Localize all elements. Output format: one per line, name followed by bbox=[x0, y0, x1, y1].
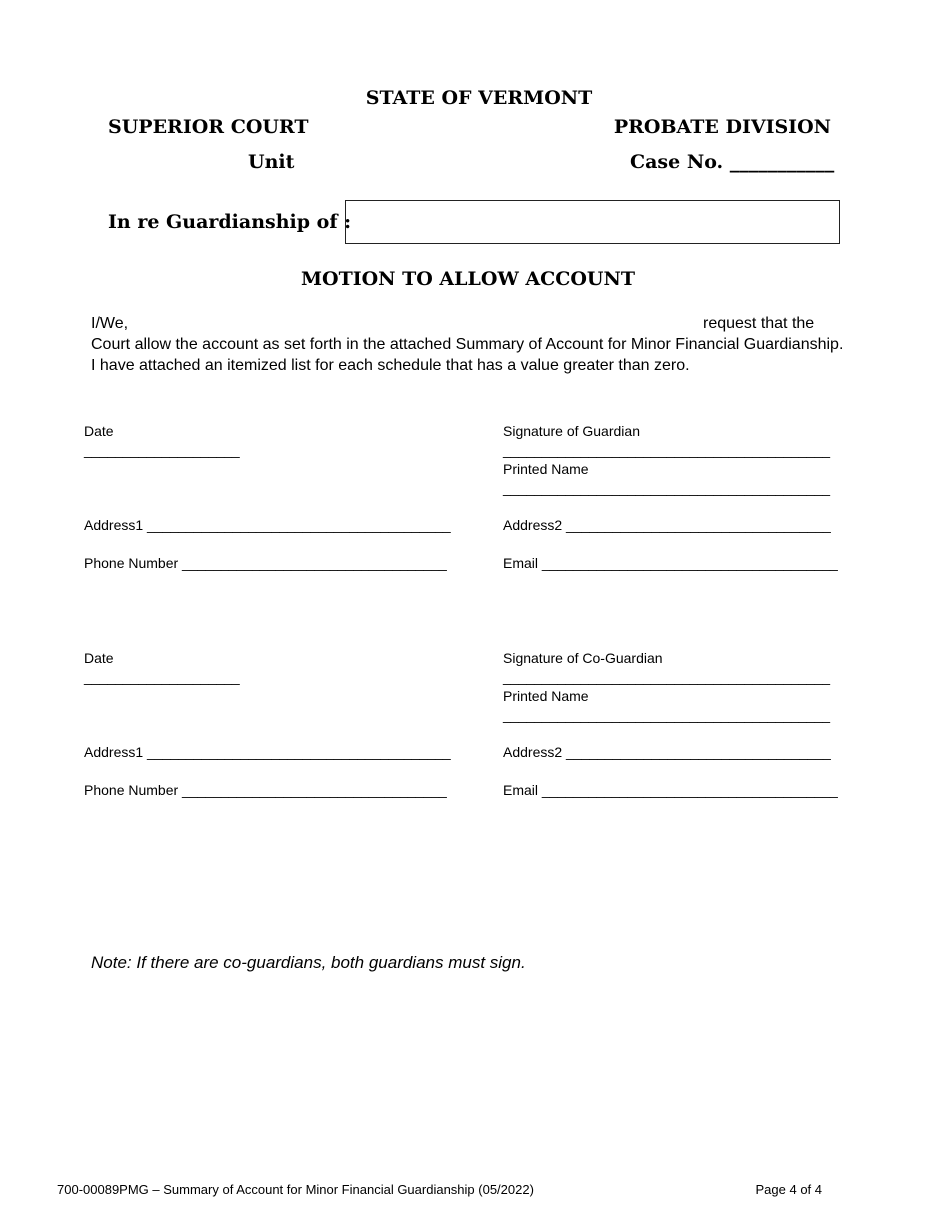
guardian-address2-field[interactable]: Address2 __________________________________ bbox=[503, 517, 831, 533]
coguardian-address2-field[interactable]: Address2 __________________________________ bbox=[503, 744, 831, 760]
guardian-phone-field[interactable]: Phone Number __________________________________ bbox=[84, 555, 447, 571]
coguardian-phone-field[interactable]: Phone Number __________________________________ bbox=[84, 782, 447, 798]
guardian-names-field[interactable] bbox=[140, 315, 690, 335]
motion-line2: Court allow the account as set forth in the attached Summary of Account for Minor Financial Guardianship. bbox=[91, 336, 844, 353]
coguardian-printed-name-label: Printed Name bbox=[503, 688, 589, 704]
coguardian-signature-label: Signature of Co-Guardian bbox=[503, 650, 663, 666]
guardian-address1-field[interactable]: Address1 _______________________________________ bbox=[84, 517, 451, 533]
guardian-printed-name-label: Printed Name bbox=[503, 461, 589, 477]
coguardian-signature-field[interactable]: __________________________________________ bbox=[503, 669, 831, 685]
guardian-email-field[interactable]: Email ______________________________________ bbox=[503, 555, 838, 571]
footer-form-id: 700-00089PMG – Summary of Account for Minor Financial Guardianship (05/2022) bbox=[57, 1182, 534, 1197]
coguardian-date-label: Date bbox=[84, 650, 114, 666]
motion-title: MOTION TO ALLOW ACCOUNT bbox=[300, 268, 636, 290]
motion-line1-start: I/We, bbox=[91, 315, 129, 332]
coguardian-printed-name-field[interactable]: __________________________________________ bbox=[503, 707, 831, 723]
guardian-date-label: Date bbox=[84, 423, 114, 439]
ward-name-input[interactable] bbox=[346, 201, 839, 243]
ward-name-box bbox=[345, 200, 840, 244]
co-guardian-note: Note: If there are co-guardians, both guardians must sign. bbox=[91, 953, 526, 972]
court-name: SUPERIOR COURT bbox=[108, 116, 309, 138]
guardianship-label: In re Guardianship of : bbox=[108, 211, 352, 233]
guardian-date-field[interactable]: ____________________ bbox=[84, 442, 240, 458]
coguardian-address1-field[interactable]: Address1 _______________________________________ bbox=[84, 744, 451, 760]
coguardian-email-field[interactable]: Email ______________________________________ bbox=[503, 782, 838, 798]
coguardian-date-field[interactable]: ____________________ bbox=[84, 669, 240, 685]
footer-page-number: Page 4 of 4 bbox=[755, 1182, 822, 1197]
guardian-printed-name-field[interactable]: __________________________________________ bbox=[503, 480, 831, 496]
state-title: STATE OF VERMONT bbox=[365, 87, 593, 109]
division-name: PROBATE DIVISION bbox=[613, 116, 831, 138]
motion-line3: I have attached an itemized list for each schedule that has a value greater than zero. bbox=[91, 357, 690, 374]
case-number[interactable]: Case No. ___________ bbox=[630, 151, 835, 173]
guardian-signature-field[interactable]: __________________________________________ bbox=[503, 442, 831, 458]
motion-line1-end: request that the bbox=[703, 315, 815, 332]
guardian-signature-label: Signature of Guardian bbox=[503, 423, 640, 439]
unit-label: Unit bbox=[248, 151, 295, 173]
